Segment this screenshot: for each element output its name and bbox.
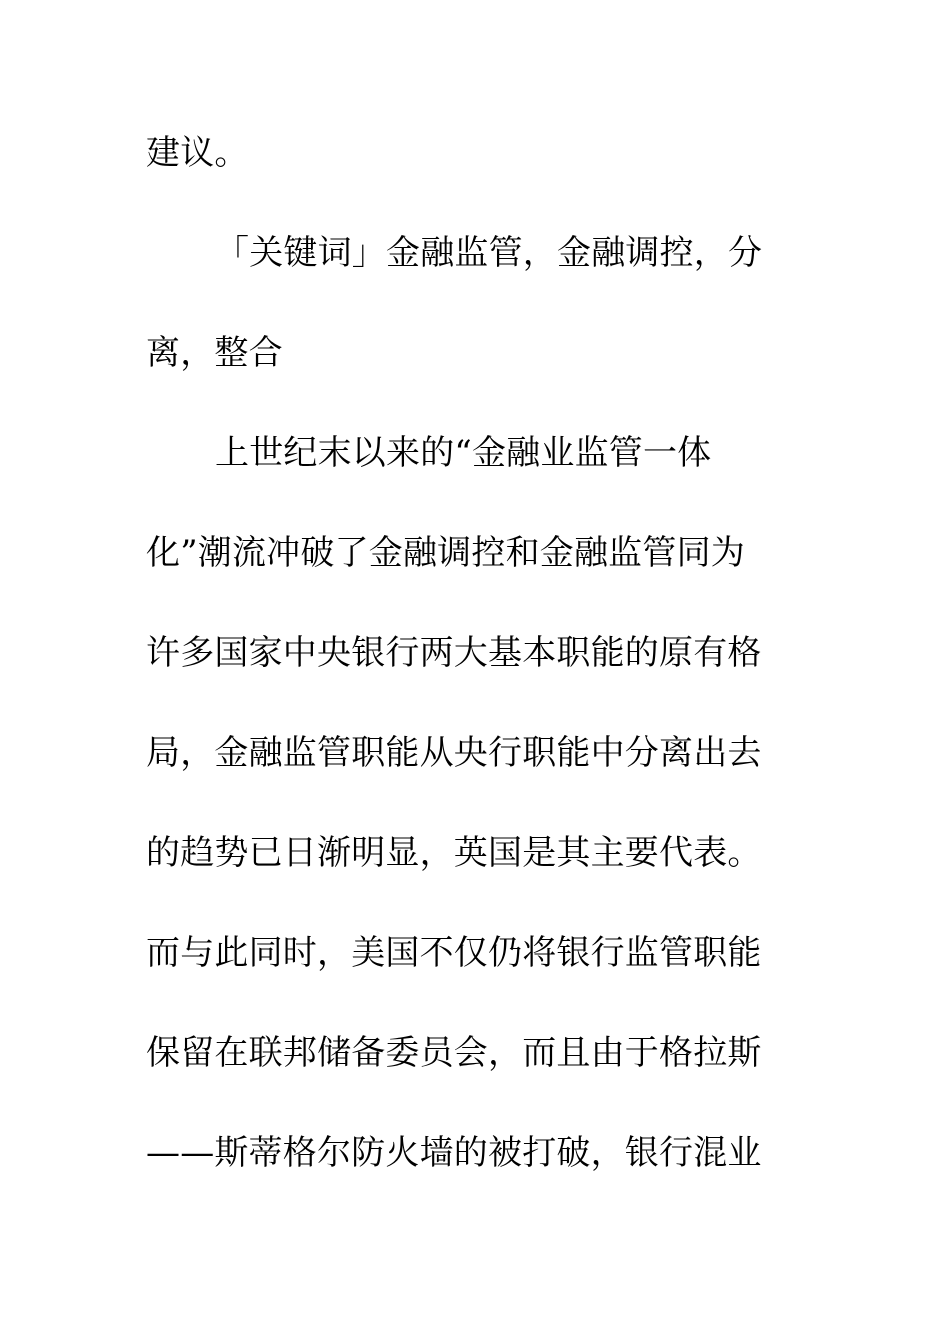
text-line: 建议。 — [146, 133, 249, 173]
text-line: 局，金融监管职能从央行职能中分离出去 — [146, 733, 762, 773]
text-line: 离，整合 — [146, 333, 283, 373]
text-line: 而与此同时，美国不仅仍将银行监管职能 — [146, 933, 762, 973]
text-line: 化”潮流冲破了金融调控和金融监管同为 — [146, 533, 745, 573]
paragraph-start-line: 上世纪末以来的“金融业监管一体 — [215, 433, 712, 473]
keywords-line: 「关键词」金融监管，金融调控，分 — [215, 233, 763, 273]
text-line: 许多国家中央银行两大基本职能的原有格 — [146, 633, 762, 673]
text-line: 的趋势已日渐明显，英国是其主要代表。 — [146, 833, 762, 873]
text-line: ——斯蒂格尔防火墙的被打破，银行混业 — [146, 1133, 762, 1173]
text-line: 保留在联邦储备委员会，而且由于格拉斯 — [146, 1033, 762, 1073]
